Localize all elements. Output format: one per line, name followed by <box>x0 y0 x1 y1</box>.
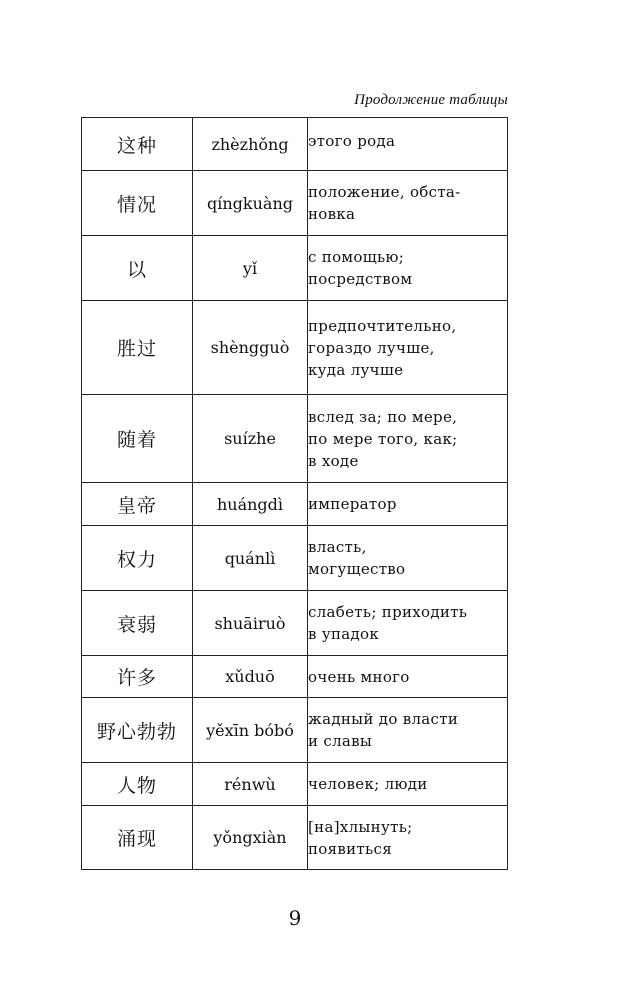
translation-text: этого рода <box>308 132 396 150</box>
table-row <box>82 301 508 395</box>
translation-cell: вслед за; по мере, по мере того, как; в ходе <box>308 395 508 483</box>
table-row <box>82 591 508 656</box>
hanzi-cell: 权力 <box>82 526 193 591</box>
pinyin-cell: suízhe <box>193 395 308 483</box>
pinyin-cell: shuāiruò <box>193 591 308 656</box>
translation-cell: очень много <box>308 656 508 698</box>
pinyin-cell: zhèzhǒng <box>193 118 308 171</box>
hanzi-cell: 皇帝 <box>82 483 193 526</box>
translation-cell: император <box>308 483 508 526</box>
hanzi-cell: 情况 <box>82 171 193 236</box>
hanzi-cell: 胜过 <box>82 301 193 395</box>
table-row <box>82 236 508 301</box>
translation-cell: [на]хлынуть; появиться <box>308 806 508 870</box>
pinyin-cell: rénwù <box>193 763 308 806</box>
translation-cell: положение, обста- новка <box>308 171 508 236</box>
pinyin-cell: xǔduō <box>193 656 308 698</box>
table-row <box>82 806 508 870</box>
pinyin-cell: yěxīn bóbó <box>193 698 308 763</box>
hanzi-cell: 涌现 <box>82 806 193 870</box>
hanzi-cell: 衰弱 <box>82 591 193 656</box>
pinyin-cell: yǐ <box>193 236 308 301</box>
pinyin-cell: quánlì <box>193 526 308 591</box>
pinyin-cell: shèngguò <box>193 301 308 395</box>
table-row <box>82 526 508 591</box>
table-row <box>82 395 508 483</box>
translation-cell: человек; люди <box>308 763 508 806</box>
translation-cell: жадный до власти и славы <box>308 698 508 763</box>
hanzi-cell: 人物 <box>82 763 193 806</box>
table-continuation-caption: Продолжение таблицы <box>354 92 508 108</box>
translation-cell: слабеть; приходить в упадок <box>308 591 508 656</box>
pinyin-cell: huángdì <box>193 483 308 526</box>
pinyin-cell: yǒngxiàn <box>193 806 308 870</box>
table-row <box>82 171 508 236</box>
table-row <box>82 656 508 698</box>
vocabulary-table <box>81 117 508 870</box>
hanzi-cell: 许多 <box>82 656 193 698</box>
table-row <box>82 763 508 806</box>
page-number: 9 <box>288 906 302 930</box>
table-row <box>82 118 508 171</box>
translation-cell <box>308 118 508 171</box>
translation-cell: предпочтительно, гораздо лучше, куда лучше <box>308 301 508 395</box>
hanzi-cell: 以 <box>82 236 193 301</box>
translation-cell: власть, могущество <box>308 526 508 591</box>
table-row <box>82 483 508 526</box>
table-row <box>82 698 508 763</box>
hanzi-cell: 这种 <box>82 118 193 171</box>
hanzi-cell: 随着 <box>82 395 193 483</box>
hanzi-cell: 野心勃勃 <box>82 698 193 763</box>
pinyin-cell: qíngkuàng <box>193 171 308 236</box>
translation-cell: с помощью; посредством <box>308 236 508 301</box>
